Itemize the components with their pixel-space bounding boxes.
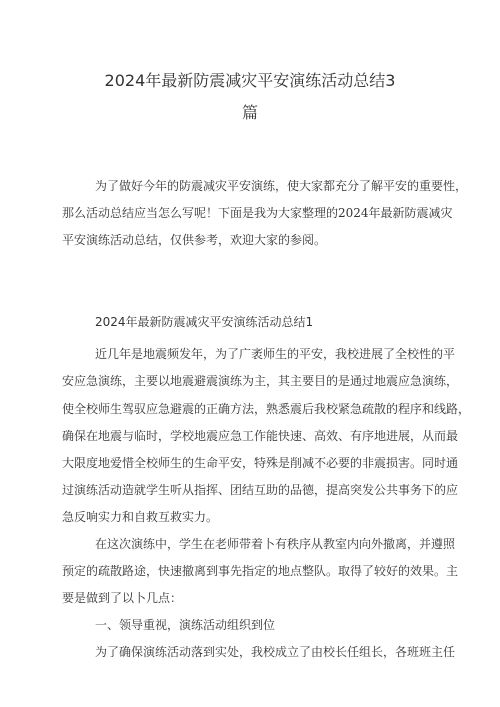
section-subtitle: 2024年最新防震减灾平安演练活动总结1 [95,315,314,329]
para3-line-1: 为了确保演练活动落到实处，我校成立了由校长任组长，各班班主任 [95,645,456,659]
para1-line-7: 急反响实力和自救互救实力。 [62,510,219,524]
para1-line-2: 安应急演练，主要以地震避震演练为主，其主要目的是通过地震应急演练， [62,374,459,388]
section-heading-1: 一、领导重视，演练活动组织到位 [95,618,276,632]
intro-line-1: 为了做好今年的防震减灾平安演练，使大家都充分了解平安的重要性， [95,179,468,193]
document-title-line-1: 2024年最新防震减灾平安演练活动总结3 [104,71,396,90]
para2-line-1: 在这次演练中，学生在老师带着卜有秩序从教室内向外撤离，并遵照 [95,537,456,551]
para1-line-5: 大限度地爱惜全校师生的生命平安，特殊是削减不必要的非震损害。同时通 [62,456,459,470]
para1-line-6: 过演练活动造就学生听从指挥、团结互助的品德，提高突发公共事务下的应 [62,483,459,497]
para1-line-3: 使全校师生驾驭应急避震的正确方法，熟悉震后我校紧急疏散的程序和线路， [62,402,471,416]
intro-line-3: 平安演练活动总结，仅供参考，欢迎大家的参阅。 [62,233,327,247]
document-title-line-2: 篇 [241,103,258,122]
para1-line-1: 近几年是地震频发年，为了广袤师生的平安，我校进展了全校性的平 [95,347,456,361]
para1-line-4: 确保在地震与临时，学校地震应急工作能快速、高效、有序地进展，从而最 [62,429,459,443]
para2-line-3: 要是做到了以卜几点： [62,591,183,605]
para2-line-2: 预定的疏散路途，快速撤离到事先指定的地点整队。取得了较好的效果。主 [62,564,459,578]
intro-line-2: 那么活动总结应当怎么写呢！下面是我为大家整理的2024年最新防震减灾 [62,206,453,220]
